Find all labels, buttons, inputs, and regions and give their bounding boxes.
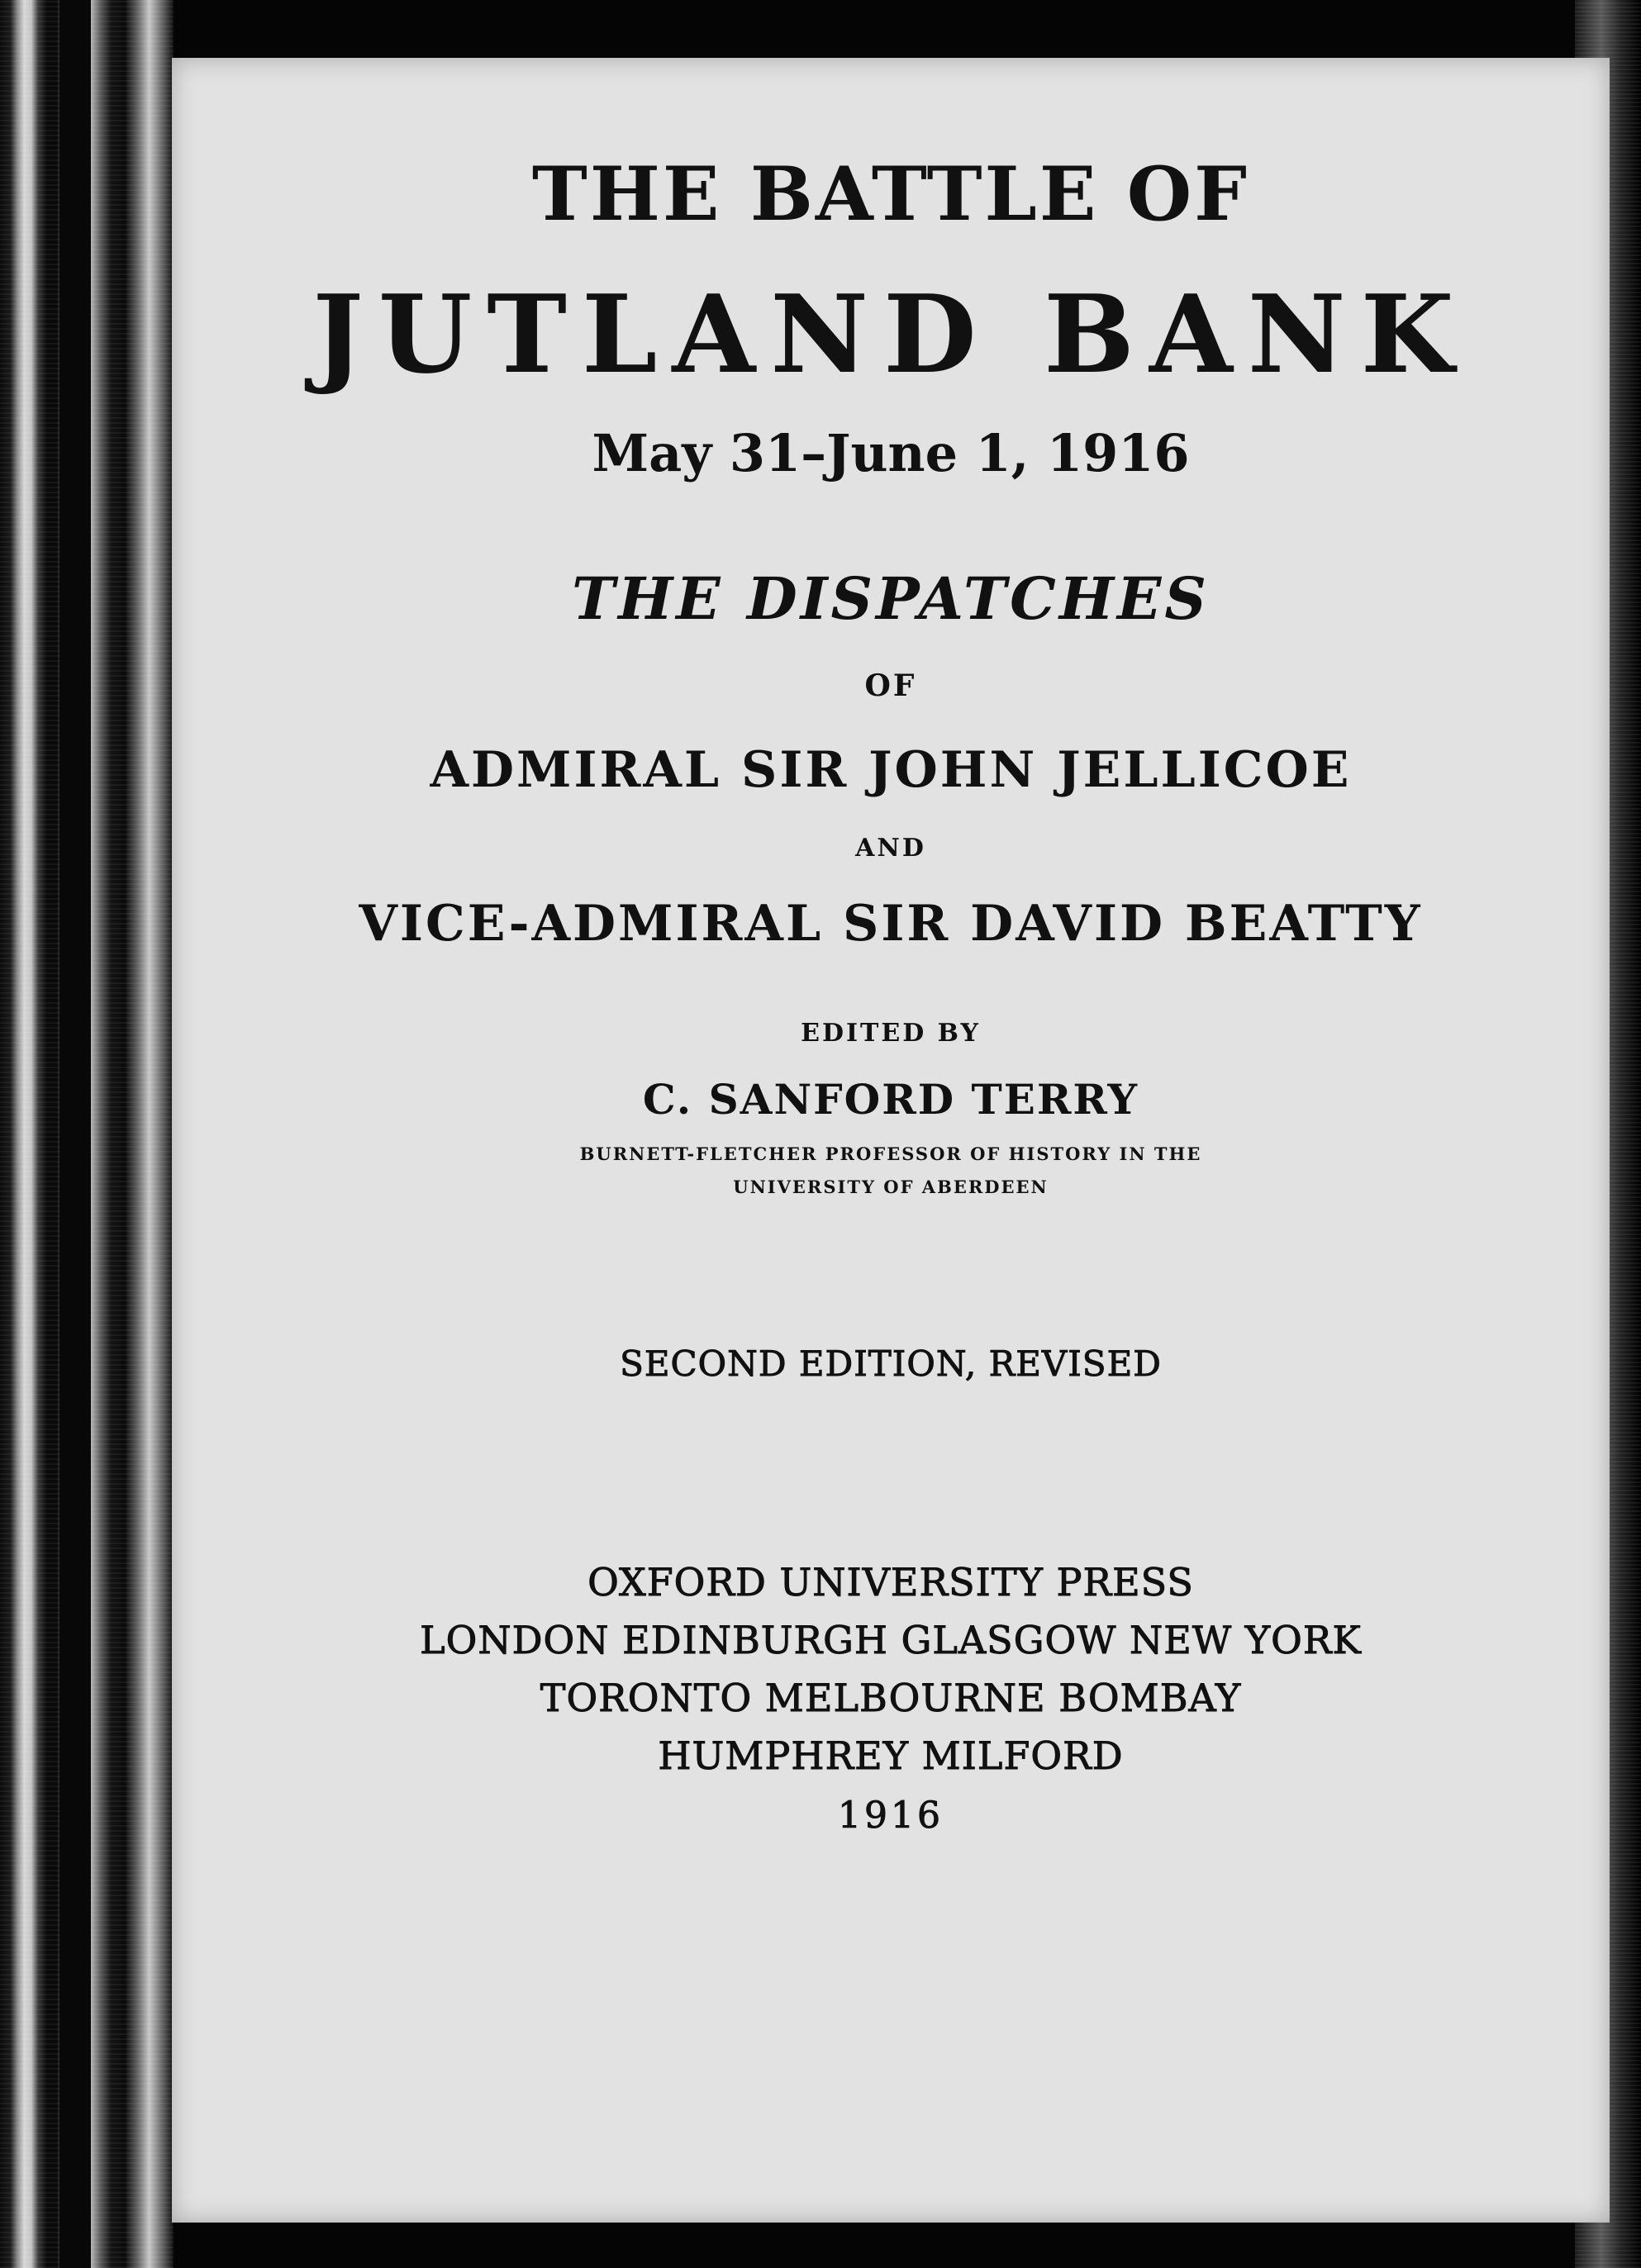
subtitle: THE DISPATCHES	[572, 564, 1210, 633]
author-jellicoe: ADMIRAL SIR JOHN JELLICOE	[430, 741, 1352, 799]
connector-and: AND	[855, 834, 926, 863]
title-page	[172, 58, 1610, 2223]
author-beatty: VICE-ADMIRAL SIR DAVID BEATTY	[359, 895, 1423, 953]
edition-statement: SECOND EDITION, REVISED	[620, 1343, 1162, 1384]
publication-year: 1916	[838, 1795, 944, 1837]
editor-title-line-1: BURNETT-FLETCHER PROFESSOR OF HISTORY IN THE	[579, 1144, 1202, 1164]
spine-binding-shadow	[59, 0, 91, 2268]
editor-title-line-2: UNIVERSITY OF ABERDEEN	[733, 1177, 1049, 1197]
printer-name: HUMPHREY MILFORD	[658, 1733, 1124, 1778]
connector-of: OF	[864, 668, 917, 703]
publisher-cities-2: TORONTO MELBOURNE BOMBAY	[540, 1676, 1242, 1720]
title-line-1: THE BATTLE OF	[531, 150, 1250, 238]
publisher-cities-1: LONDON EDINBURGH GLASGOW NEW YORK	[420, 1618, 1362, 1662]
edited-by-label: EDITED BY	[801, 1019, 981, 1048]
title-line-2: JUTLAND BANK	[312, 271, 1469, 397]
battle-date: May 31–June 1, 1916	[592, 423, 1190, 483]
publisher-name: OXFORD UNIVERSITY PRESS	[587, 1560, 1194, 1605]
editor-name: C. SANFORD TERRY	[642, 1075, 1139, 1124]
